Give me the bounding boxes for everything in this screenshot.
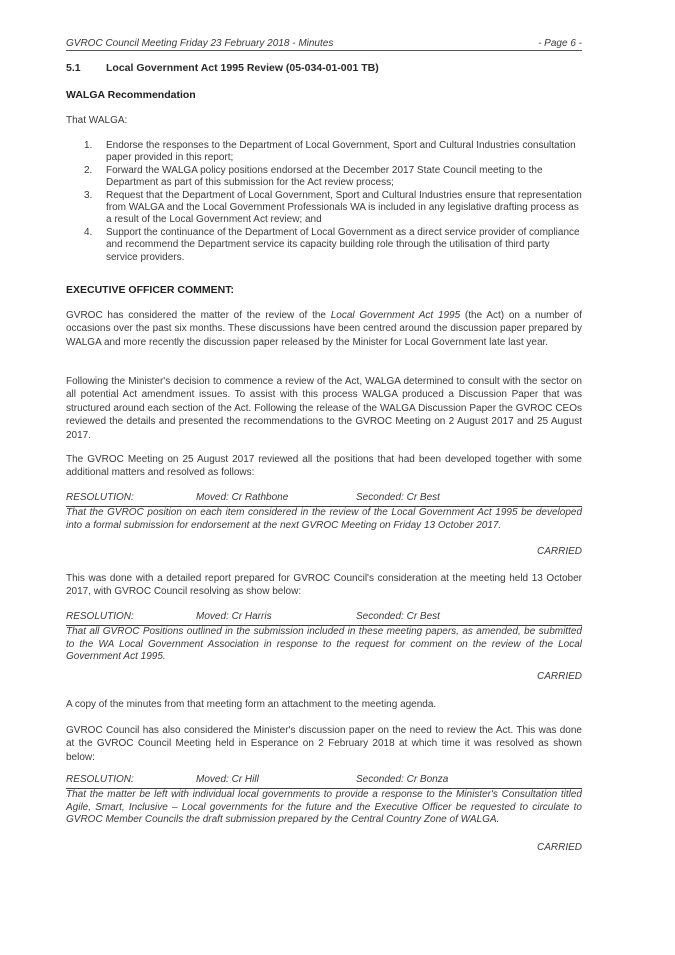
- walga-intro: That WALGA:: [66, 115, 128, 126]
- page-header: [66, 38, 582, 51]
- paragraph: GVROC has considered the matter of the review of the Local Government Act 1995 (the Act) on a number of occasions over the past six months. These discussions have been centred around the discussion paper prepared by WALGA and more recently the discussion paper released by the Minister for Local Government late last year.: [66, 310, 582, 348]
- header-title: GVROC Council Meeting Friday 23 February 2018 - Minutes: [66, 38, 334, 49]
- list-item: 3. Request that the Department of Local Government, Sport and Cultural Industries ensure that representation from WALGA and the Local Government Professionals WA is included in any legislative drafting process as a result of the Local Government Act review; and: [84, 189, 582, 226]
- moved-by: Moved: Cr Harris: [196, 611, 272, 622]
- recommendation-list: [84, 140, 584, 264]
- paragraph: GVROC Council has also considered the Minister's discussion paper on the need to review the Act. This was done at the GVROC Council Meeting held in Esperance on 2 February 2018 at which time it was resolved as shown below:: [66, 725, 582, 763]
- moved-by: Moved: Cr Rathbone: [196, 492, 289, 503]
- resolution-label: RESOLUTION:: [66, 774, 134, 785]
- resolution-header: [66, 774, 582, 789]
- list-item: 2. Forward the WALGA policy positions endorsed at the December 2017 State Council meeting to the Department as part of this submission for the Act review process;: [84, 164, 543, 189]
- resolution-label: RESOLUTION:: [66, 492, 134, 503]
- resolution-text: That all GVROC Positions outlined in the submission included in these meeting papers, as amended, be submitted to the WA Local Government Association in response to the request for comment on the review of the Local Government Act 1995.: [66, 626, 582, 663]
- section-title: [66, 62, 379, 74]
- list-item: 4. Support the continuance of the Department of Local Government as a direct service provider of compliance and recommend the Department service its capacity building role through the utilisation of third party service providers.: [84, 226, 580, 263]
- paragraph: The GVROC Meeting on 25 August 2017 reviewed all the positions that had been developed together with some additional matters and resolved as follows:: [66, 454, 582, 479]
- act-title: Local Government Act 1995: [330, 310, 461, 321]
- section-number: 5.1: [66, 62, 81, 74]
- resolution-label: RESOLUTION:: [66, 611, 134, 622]
- seconded-by: Seconded: Cr Bonza: [356, 774, 449, 785]
- carried-label: CARRIED: [536, 671, 582, 682]
- resolution-text: That the GVROC position on each item considered in the review of the Local Government Act 1995 be developed into a formal submission for endorsement at the next GVROC Meeting on Friday 13 October 2017.: [66, 507, 582, 531]
- page-number: - Page 6 -: [538, 38, 582, 49]
- seconded-by: Seconded: Cr Best: [356, 492, 440, 503]
- carried-label: CARRIED: [536, 546, 582, 557]
- paragraph: This was done with a detailed report prepared for GVROC Council's consideration at the meeting held 13 October 2017, with GVROC Council resolving as show below:: [66, 573, 582, 598]
- resolution-header: [66, 492, 582, 507]
- paragraph: Following the Minister's decision to commence a review of the Act, WALGA determined to consult with the sector on all potential Act amendment issues. To assist with this process WALGA produced a Discussion Paper that was structured around each section of the Act. Following the release of the WALGA Discussion Paper the GVROC CEOs reviewed the details and presented the recommendations to the GVROC Meeting on 2 August 2017 and 25 August 2017.: [66, 376, 582, 441]
- carried-label: CARRIED: [536, 842, 582, 853]
- executive-officer-heading: EXECUTIVE OFFICER COMMENT:: [66, 284, 235, 296]
- section-title-text: Local Government Act 1995 Review (05-034-01-001 TB): [106, 62, 379, 74]
- resolution-text: That the matter be left with individual local governments to provide a response to the Minister's Consultation titled Agile, Smart, Inclusive – Local governments for the future and the Executive Officer be requested to circulate to GVROC Member Councils the draft submission prepared by the Central Country Zone of WALGA.: [66, 789, 582, 826]
- walga-heading: WALGA Recommendation: [66, 89, 196, 101]
- paragraph: A copy of the minutes from that meeting form an attachment to the meeting agenda.: [66, 699, 437, 710]
- list-item: 1. Endorse the responses to the Department of Local Government, Sport and Cultural Industries consultation paper provided in this report;: [84, 140, 576, 164]
- seconded-by: Seconded: Cr Best: [356, 611, 440, 622]
- moved-by: Moved: Cr Hill: [196, 774, 259, 785]
- resolution-header: [66, 611, 582, 626]
